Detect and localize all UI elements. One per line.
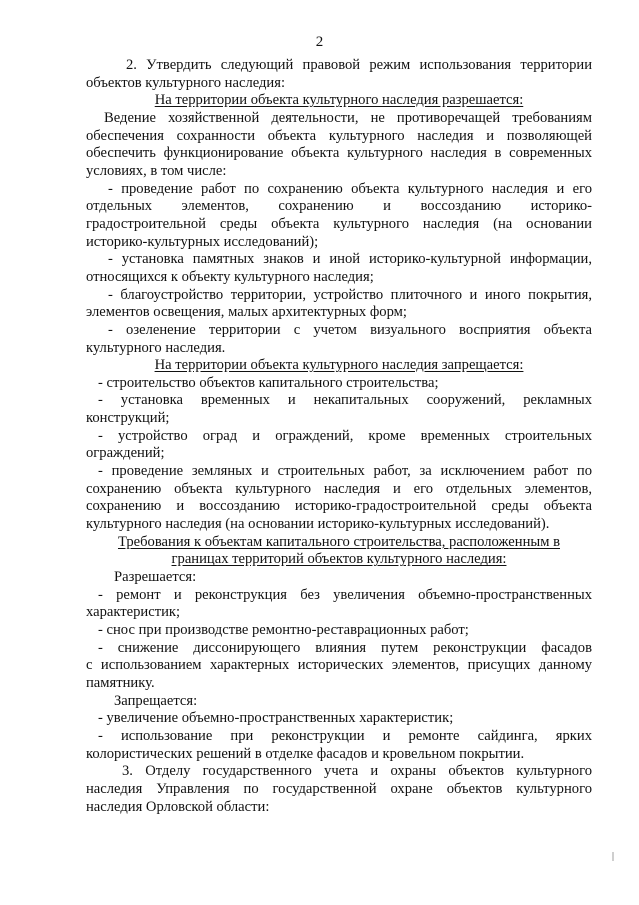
paragraph-line: Ведение хозяйственной деятельности, не противоречащей требованиям xyxy=(104,109,592,126)
list-item-line: колористических решений в отделке фасадов и кровельном покрытии. xyxy=(86,745,525,762)
list-item-line: с использованием характерных исторических элементов, присущих данному xyxy=(86,657,592,674)
list-item-line: памятнику. xyxy=(86,674,155,691)
document-body xyxy=(86,57,592,816)
list-item-line: - проведение работ по сохранению объекта культурного наследия и его xyxy=(108,180,592,197)
list-item-line: градостроительной среды объекта культурного наследия (на основании xyxy=(86,215,592,232)
list-item-line: - благоустройство территории, устройство плиточного и иного покрытия, xyxy=(108,286,592,303)
list-item-line: характеристик; xyxy=(86,604,181,621)
section-heading-forbidden: На территории объекта культурного наследия запрещается: xyxy=(154,357,524,374)
list-item-line: культурного наследия (на основании историко-культурных исследований). xyxy=(86,516,550,533)
paragraph-line: наследия Управления по государственной охране объектов культурного xyxy=(86,780,592,797)
list-item-line: - снос при производстве ремонтно-реставрационных работ; xyxy=(98,622,469,638)
list-item-line: - увеличение объемно-пространственных характеристик; xyxy=(98,710,454,727)
paragraph-line: обеспечения сохранности объекта культурного наследия и позволяющей xyxy=(86,127,592,144)
list-item-line: конструкций; xyxy=(86,410,170,427)
list-item-line: относящихся к объекту культурного наследия; xyxy=(86,268,374,285)
page-number: 2 xyxy=(315,34,324,50)
list-item-line: отдельных элементов, сохранению и воссозданию историко- xyxy=(86,198,592,215)
section-heading-allowed: На территории объекта культурного наследия разрешается: xyxy=(154,92,524,109)
list-item-line: - снижение диссонирующего влияния путем реконструкции фасадов xyxy=(98,639,592,656)
list-item-line: - использование при реконструкции и ремонте сайдинга, ярких xyxy=(98,727,592,744)
list-item-line: культурного наследия. xyxy=(86,339,226,356)
paragraph-line: обеспечить функционирование объекта культурного наследия в современных xyxy=(86,145,592,162)
list-item-line: - ремонт и реконструкция без увеличения объемно-пространственных xyxy=(98,586,592,603)
list-item-line: - устройство оград и ограждений, кроме временных строительных xyxy=(98,427,592,444)
list-item-line: - проведение земляных и строительных работ, за исключением работ по xyxy=(98,463,592,480)
paragraph-line: условиях, в том числе: xyxy=(86,162,227,179)
list-item-line: ограждений; xyxy=(86,445,165,462)
list-item-line: историко-культурных исследований); xyxy=(86,233,319,250)
section-heading-requirements: границах территорий объектов культурного наследия: xyxy=(171,551,507,568)
subheading-allowed: Разрешается: xyxy=(114,569,197,586)
list-item-line: - установка временных и некапитальных сооружений, рекламных xyxy=(98,392,592,409)
paragraph-line: 2. Утвердить следующий правовой режим использования территории xyxy=(126,57,592,73)
subheading-forbidden: Запрещается: xyxy=(114,692,198,709)
list-item-line: - озеленение территории с учетом визуального восприятия объекта xyxy=(108,321,592,338)
list-item-line: - установка памятных знаков и иной историко-культурной информации, xyxy=(108,251,592,268)
list-item-line: сохранению объекта культурного наследия и его отдельных элементов, xyxy=(86,480,592,497)
paragraph-line: объектов культурного наследия: xyxy=(86,74,286,91)
paragraph-line: 3. Отделу государственного учета и охраны объектов культурного xyxy=(122,763,592,780)
list-item-line: элементов освещения, малых архитектурных форм; xyxy=(86,304,407,321)
list-item-line: - строительство объектов капитального строительства; xyxy=(98,374,439,391)
paragraph-line: наследия Орловской области: xyxy=(86,798,270,815)
section-heading-requirements: Требования к объектам капитального строительства, расположенным в xyxy=(117,533,560,550)
list-item-line: сохранению и воссозданию историко-градостроительной среды объекта xyxy=(86,498,592,515)
scan-mark xyxy=(612,852,614,861)
